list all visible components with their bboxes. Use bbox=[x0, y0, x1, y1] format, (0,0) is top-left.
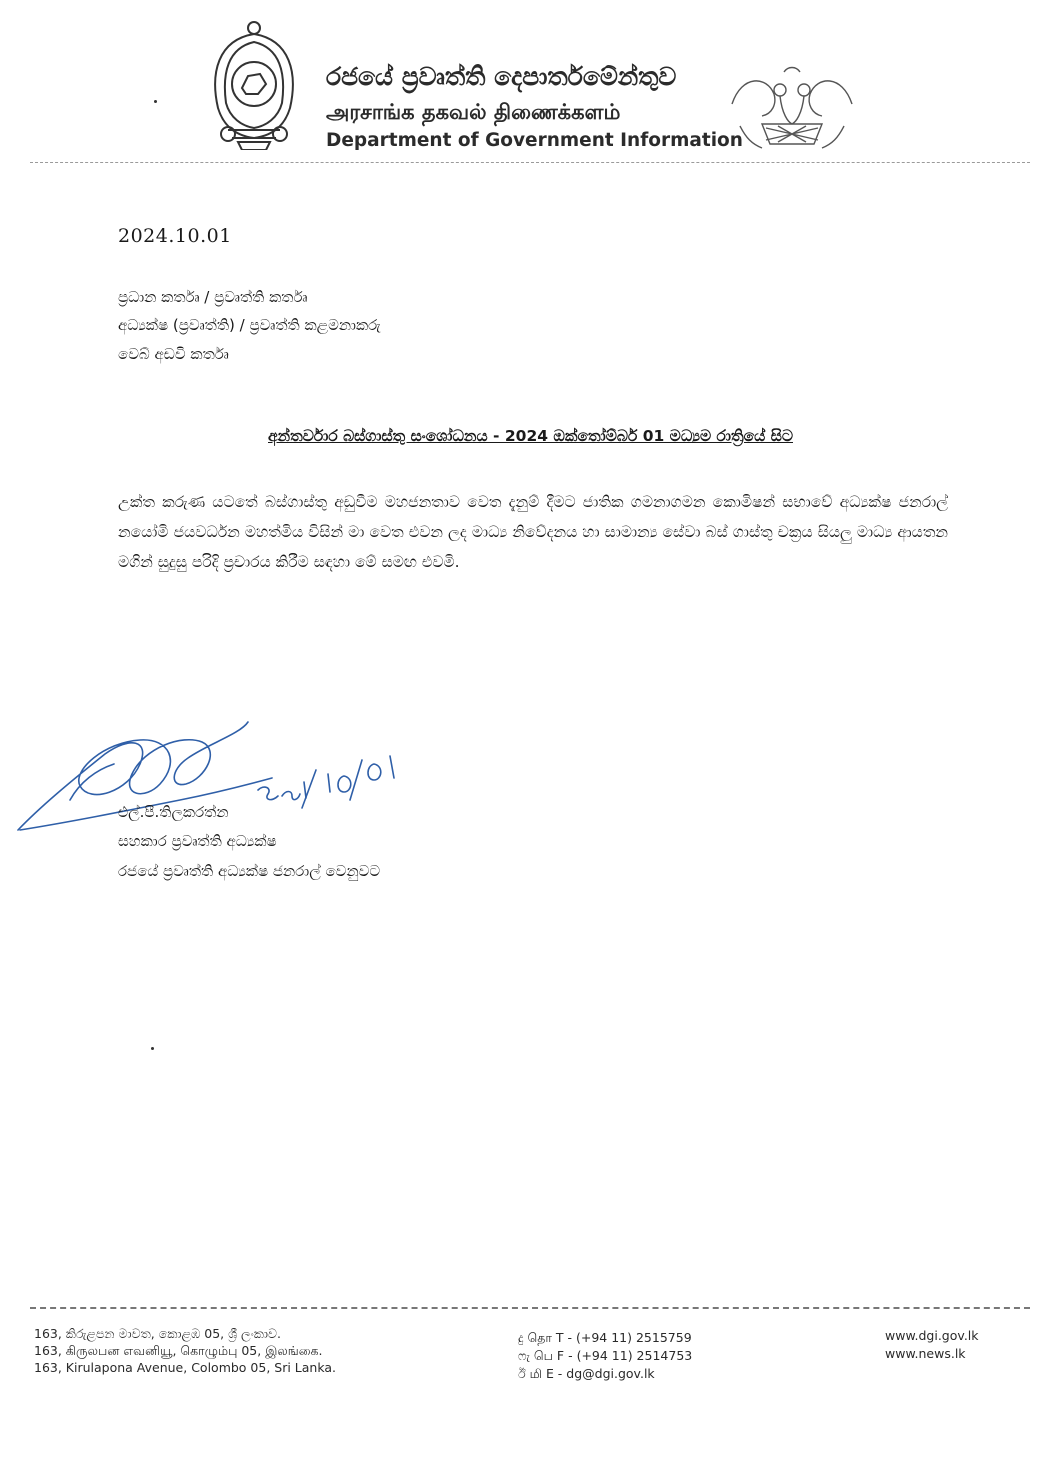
recipient-line: ප්‍රධාන කර්තෘ / ප්‍රවෘත්ති කර්තෘ bbox=[118, 288, 308, 306]
header-divider bbox=[30, 162, 1030, 163]
recipient-line: අධ්‍යක්ෂ (ප්‍රවෘත්ති) / ප්‍රවෘත්ති කළමනාකරු bbox=[118, 316, 381, 334]
footer-email: ඊ மி E - dg@dgi.gov.lk bbox=[518, 1366, 655, 1381]
footer-website-link[interactable]: www.news.lk bbox=[885, 1346, 966, 1361]
recipient-line: වෙබ් අඩවි කර්තෘ bbox=[118, 345, 229, 363]
swans-ornament-icon bbox=[722, 64, 862, 156]
footer-fax: ෆැ பெ F - (+94 11) 2514753 bbox=[518, 1348, 693, 1363]
letter-subject: අන්තර්වාර බස්ගාස්තු සංශෝධනය - 2024 ඔක්තෝම්බර් 01 මධ්‍යම රාත්‍රියේ සිට bbox=[268, 427, 793, 445]
scan-speck bbox=[154, 100, 157, 103]
handwritten-signature bbox=[10, 712, 410, 842]
footer-address-tamil: 163, கிருலபன எவனியூ, கொழும்பு 05, இலங்கை. bbox=[34, 1343, 323, 1358]
footer-website-link[interactable]: www.dgi.gov.lk bbox=[885, 1328, 979, 1343]
sri-lanka-emblem-icon bbox=[208, 18, 300, 150]
letter-date: 2024.10.01 bbox=[118, 225, 232, 247]
letter-body: උක්ත කරුණ යටතේ බස්ගාස්තු අඩුවීම මහජනතාව වෙත දැනුම් දීමට ජාතික ගමනාගමන කොමිෂන් සභාවේ අධ්‍යක්ෂ ජනරාල් නයෝමි ජයවර්ධන මහත්මිය විසින් මා වෙත එවන ලද මාධ්‍ය නිවේදනය හා සාමාන්‍ය සේවා බස් ගාස්තු චක්‍රය සියලු මාධ්‍ය ආයතන මගින් සුදුසු පරිදි ප්‍රචාරය කිරීම සඳහා මේ සමඟ එවමි. bbox=[118, 493, 948, 571]
footer-address-sinhala: 163, කිරුළපන මාවත, කොළඹ 05, ශ්‍රී ලංකාව. bbox=[34, 1326, 281, 1341]
org-name-english: Department of Government Information bbox=[326, 130, 743, 151]
footer-address-english: 163, Kirulapona Avenue, Colombo 05, Sri Lanka. bbox=[34, 1360, 336, 1375]
signatory-title: සහකාර ප්‍රවෘත්ති අධ්‍යක්ෂ bbox=[118, 832, 277, 850]
org-name-tamil: அரசாங்க தகவல் திணைக்களம் bbox=[326, 100, 621, 124]
footer-divider bbox=[30, 1307, 1030, 1309]
signatory-behalf: රජයේ ප්‍රවෘත්ති අධ්‍යක්ෂ ජනරාල් වෙනුවට bbox=[118, 862, 381, 880]
signatory-name: එල්.පී.තිලකරත්න bbox=[118, 803, 229, 821]
scan-speck bbox=[151, 1047, 154, 1050]
org-name-sinhala: රජයේ ප්‍රවෘත්ති දෙපාර්තමේන්තුව bbox=[326, 62, 677, 91]
footer-phone: දු தொ T - (+94 11) 2515759 bbox=[518, 1330, 692, 1345]
